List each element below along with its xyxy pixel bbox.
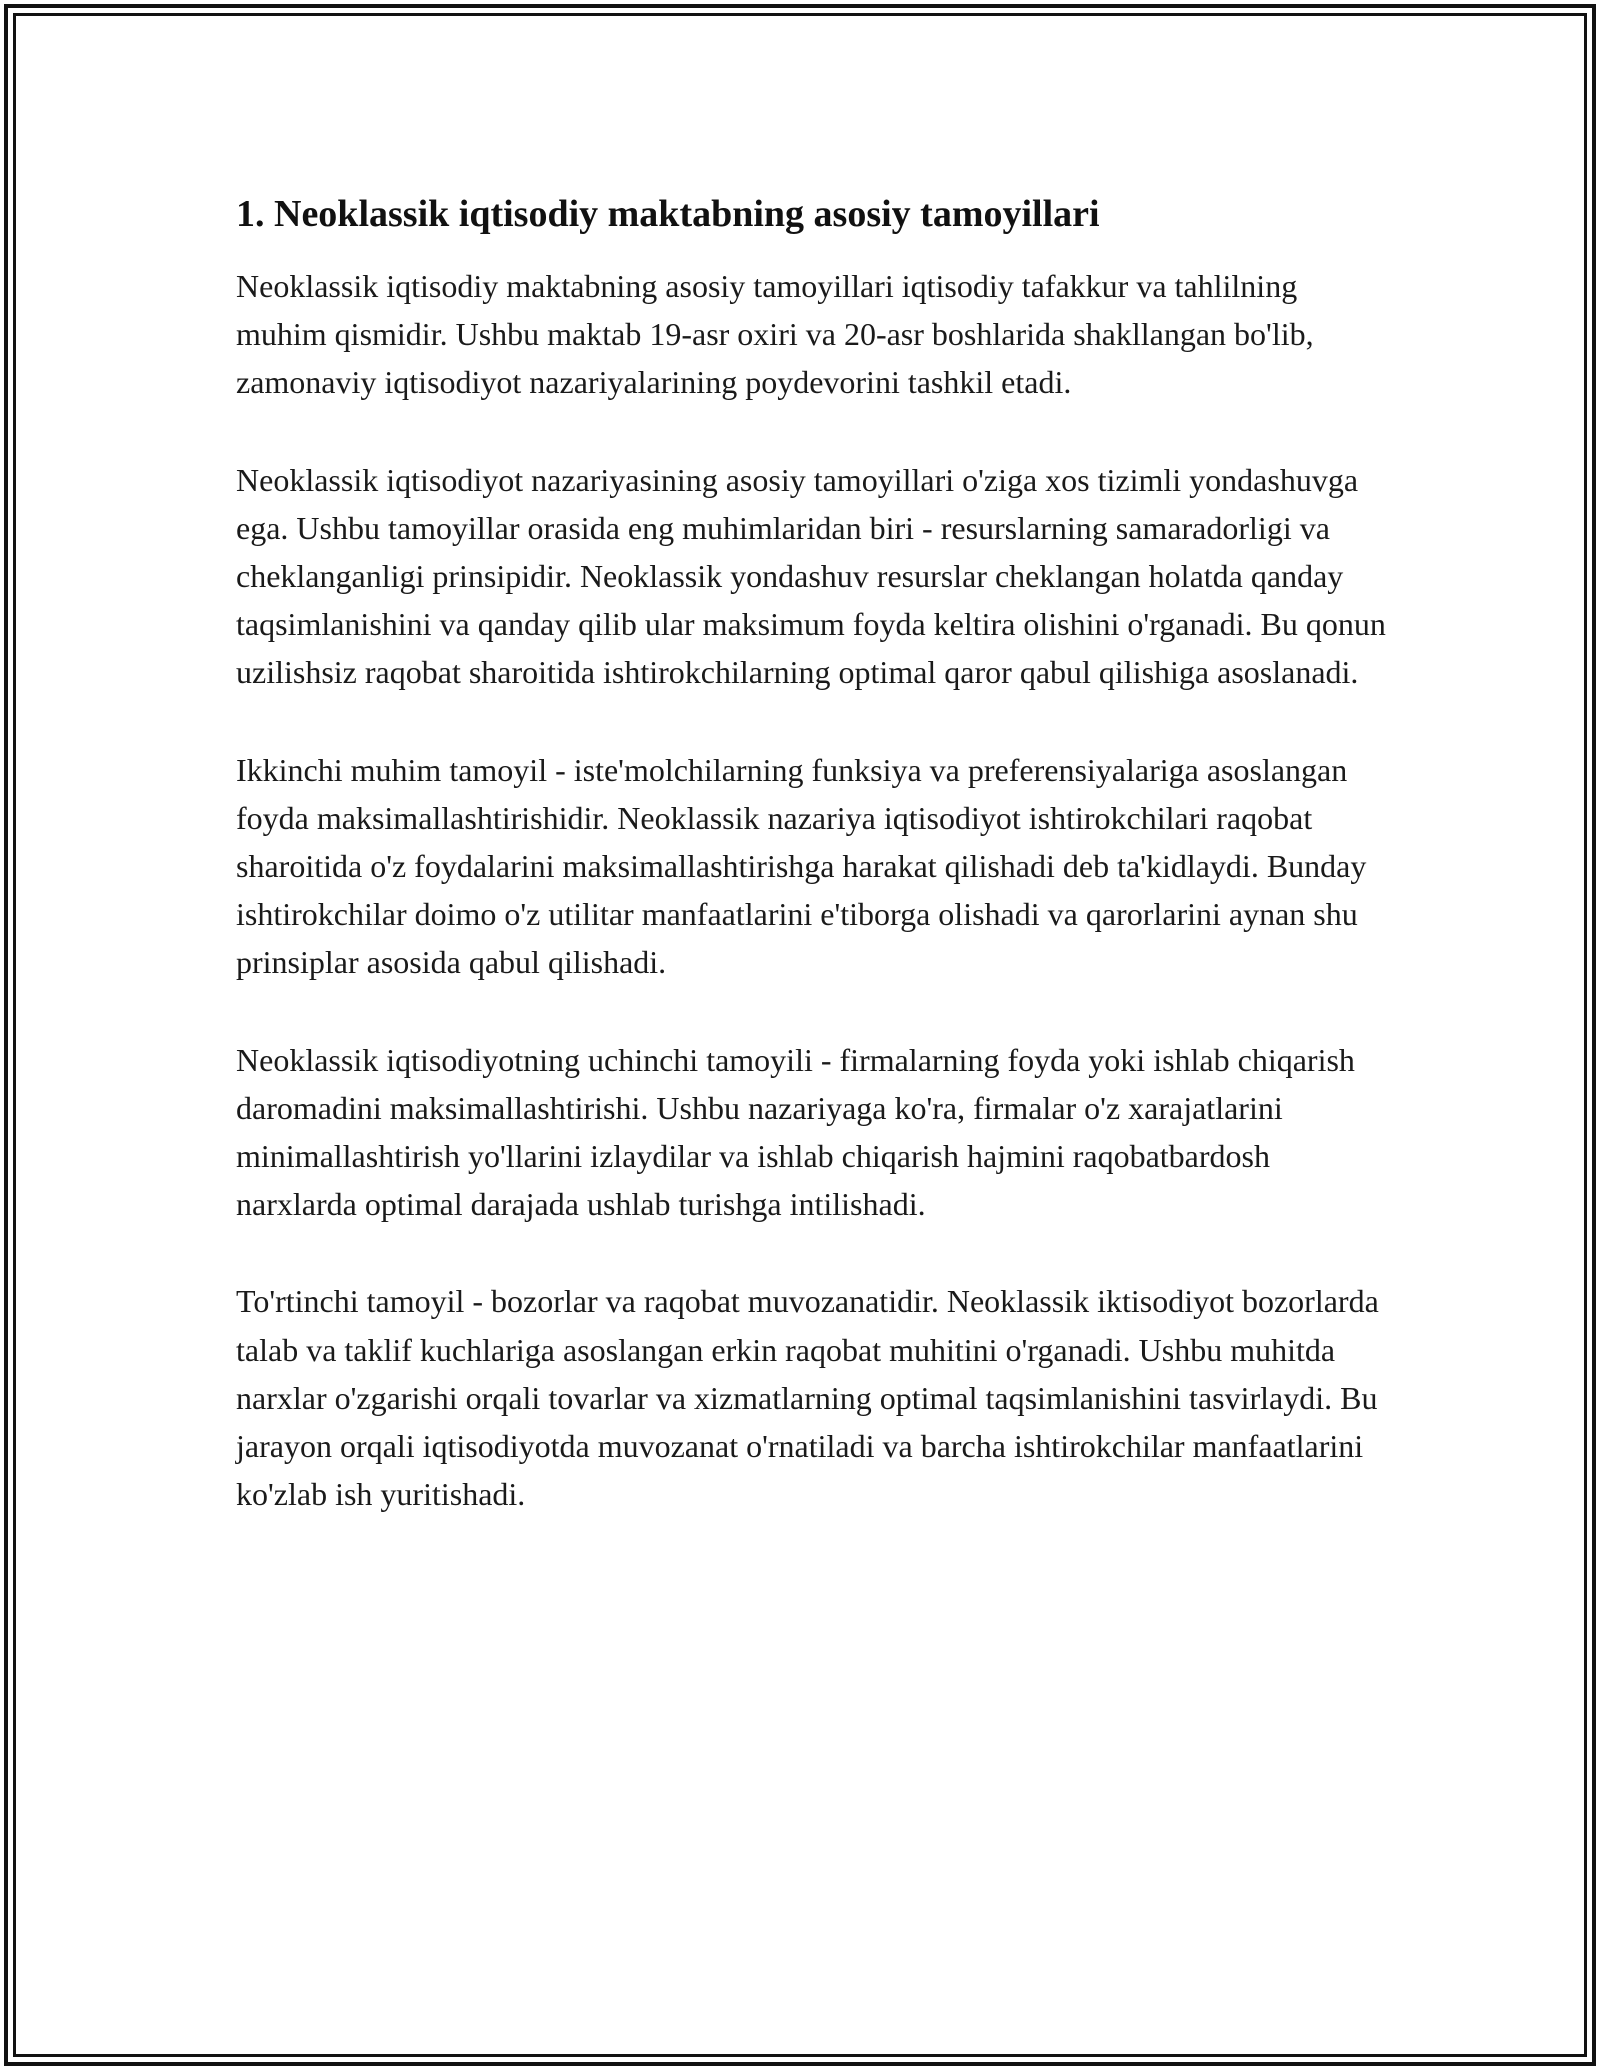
paragraph-fourth-principle: To'rtinchi tamoyil - bozorlar va raqobat muvozanatidir. Neoklassik iktisodiyot bozorlarda talab va taklif kuchlariga asoslangan erkin raqobat muhitini o'rganadi. Ushbu muhitda narxlar o'zgarishi orqali tovarlar va xizmatlarning optimal taqsimlanishini tasvirlaydi. Bu jarayon orqali iqtisodiyotda muvozanat o'rnatiladi va barcha ishtirokchilar manfaatlarini ko'zlab ish yuritishadi. (236, 1283, 1379, 1513)
paragraph-intro: Neoklassik iqtisodiy maktabning asosiy tamoyillari iqtisodiy tafakkur va tahlilning muhim qismidir. Ushbu maktab 19-asr oxiri va 20-asr boshlarida shakllangan bo'lib, zamonaviy iqtisodiyot nazariyalarining poydevorini tashkil etadi. (236, 268, 1314, 401)
paragraph-third-principle: Neoklassik iqtisodiyotning uchinchi tamoyili - firmalarning foyda yoki ishlab chiqarish daromadini maksimallashtirishi. Ushbu nazariyaga ko'ra, firmalar o'z xarajatlarini minimallashtirish yo'llarini izlaydilar va ishlab chiqarish hajmini raqobatbardosh narxlarda optimal darajada ushlab turishga intilishadi. (236, 1041, 1355, 1223)
document-body (236, 186, 1386, 1567)
paragraph-second-principle: Ikkinchi muhim tamoyil - iste'molchilarning funksiya va preferensiyalariga asoslangan foyda maksimallashtirishidir. Neoklassik nazariya iqtisodiyot ishtirokchilari raqobat sharoitida o'z foydalarini maksimallashtirishga harakat qilishadi deb ta'kidlaydi. Bunday ishtirokchilar doimo o'z utilitar manfaatlarini e'tiborga olishadi va qarorlarini aynan shu prinsiplar asosida qabul qilishadi. (236, 751, 1367, 981)
section-heading: 1. Neoklassik iqtisodiy maktabning asosiy tamoyillari (236, 193, 1100, 235)
paragraph-first-principle: Neoklassik iqtisodiyot nazariyasining asosiy tamoyillari o'ziga xos tizimli yondashuvga ega. Ushbu tamoyillar orasida eng muhimlaridan biri - resurslarning samaradorligi va cheklanganligi prinsipidir. Neoklassik yondashuv resurslar cheklangan holatda qanday taqsimlanishini va qanday qilib ular maksimum foyda keltira olishini o'rganadi. Bu qonun uzilishsiz raqobat sharoitida ishtirokchilarning optimal qaror qabul qilishiga asoslanadi. (236, 461, 1386, 691)
